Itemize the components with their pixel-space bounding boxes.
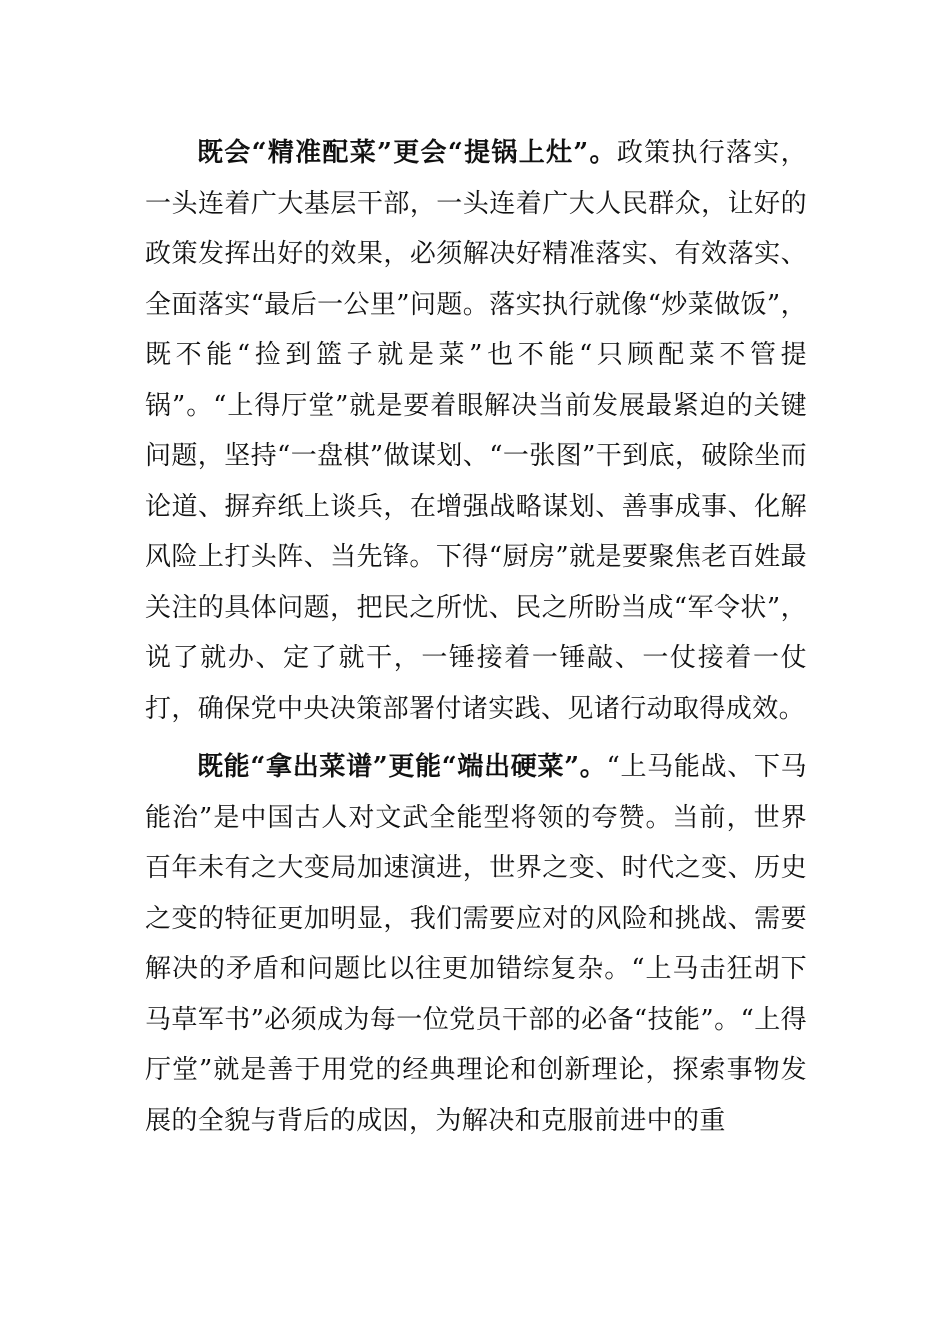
paragraph-1-text: 政策执行落实，一头连着广大基层干部，一头连着广大人民群众，让好的政策发挥出好的效果，必须解决好精准落实、有效落实、全面落实“最后一公里”问题。落实执行就像“炒菜做饭”，既不能“捡到篮子就是菜”也不能“只顾配菜不管提锅”。“上得厅堂”就是要着眼解决当前发展最紧迫的关键问题，坚持“一盘棋”做谋划、“一张图”干到底，破除坐而论道、摒弃纸上谈兵，在增强战略谋划、善事成事、化解风险上打头阵、当先锋。下得“厨房”就是要聚焦老百姓最关注的具体问题，把民之所忧、民之所盼当成“军令状”，说了就办、定了就干，一锤接着一锤敲、一仗接着一仗打，确保党中央决策部署付诸实践、见诸行动取得成效。 xyxy=(145,138,807,724)
paragraph-2-text: “上马能战、下马能治”是中国古人对文武全能型将领的夸赞。当前，世界百年未有之大变局加速演进，世界之变、时代之变、历史之变的特征更加明显，我们需要应对的风险和挑战、需要解决的矛盾和问题比以往更加错综复杂。“上马击狂胡下马草军书”必须成为每一位党员干部的必备“技能”。“上得厅堂”就是善于用党的经典理论和创新理论，探索事物发展的全貌与背后的成因，为解决和克服前进中的重 xyxy=(145,752,807,1136)
paragraph-1-lead: 既会“精准配菜”更会“提锅上灶”。 xyxy=(197,138,617,168)
document-body xyxy=(145,128,807,1154)
paragraph-1 xyxy=(145,128,807,734)
paragraph-2 xyxy=(145,742,807,1146)
paragraph-2-lead: 既能“拿出菜谱”更能“端出硬菜”。 xyxy=(197,752,607,782)
